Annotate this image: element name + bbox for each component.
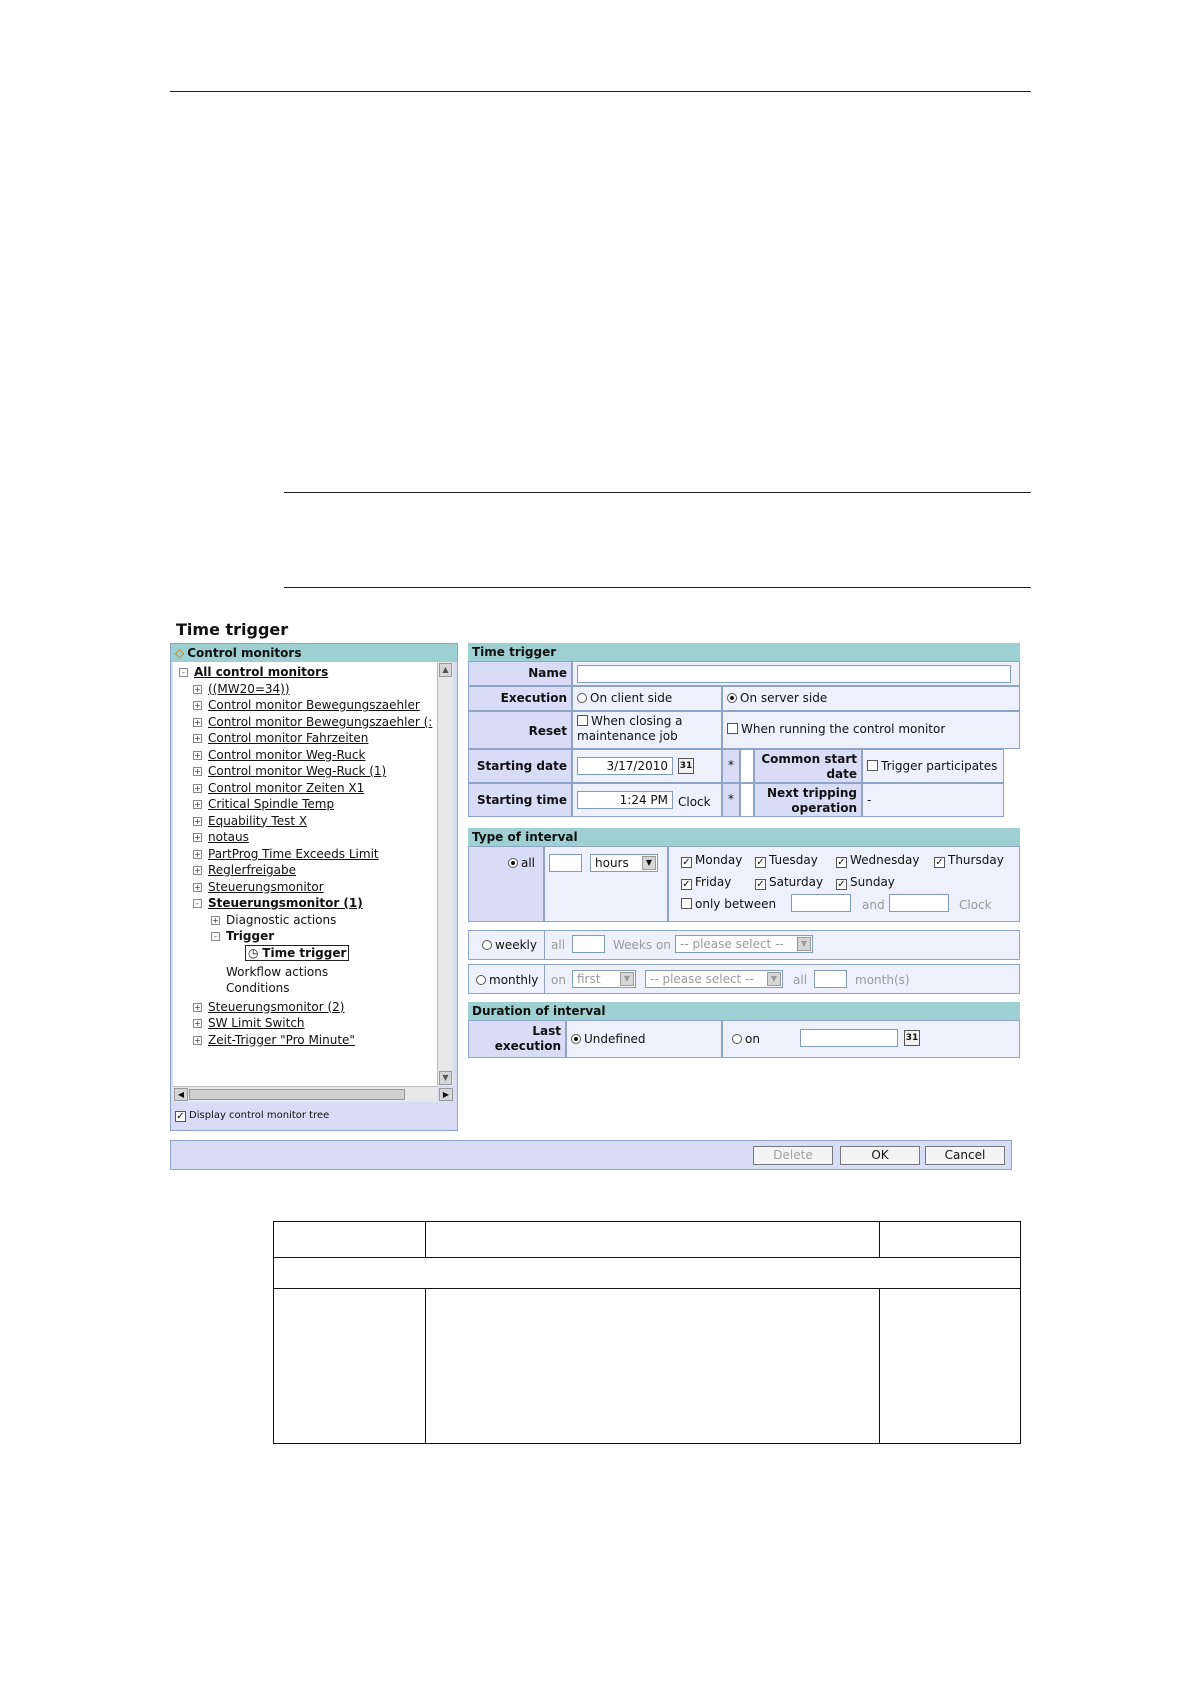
day-label: Sunday — [850, 875, 895, 889]
execution-label — [468, 686, 572, 711]
monthly-option[interactable] — [476, 973, 538, 987]
monthly-select-value: -- please select -- — [650, 972, 754, 986]
all-radio[interactable] — [508, 858, 518, 868]
trigger-participates-option[interactable] — [862, 749, 1004, 783]
monthly-interval-input[interactable] — [814, 970, 847, 988]
required-blank-cell — [740, 749, 754, 783]
day-option[interactable] — [681, 853, 742, 868]
weekly-all-label: all — [551, 938, 566, 952]
page-top-rule — [170, 91, 1031, 92]
expand-icon[interactable]: + — [194, 833, 201, 842]
trigger-participates-checkbox[interactable] — [867, 760, 878, 771]
tree-item-label: Control monitor Weg-Ruck (1) — [208, 764, 387, 778]
starting-date-label-text: Starting date — [476, 759, 567, 773]
tree-item-label: Time trigger — [262, 945, 347, 960]
next-tripping-value-cell — [862, 783, 1004, 817]
scroll-right-icon[interactable]: ▶ — [439, 1088, 453, 1101]
day-option[interactable] — [934, 853, 1004, 868]
next-tripping-value: - — [867, 793, 872, 807]
between-to-input[interactable] — [889, 894, 949, 912]
and-label: and — [862, 898, 885, 912]
tree-item[interactable] — [193, 1000, 344, 1014]
tree-item-label: Control monitor Weg-Ruck — [208, 747, 366, 762]
undefined-option[interactable] — [566, 1020, 722, 1058]
weeks-on-label: Weeks on — [613, 938, 671, 952]
tree-item-label: Control monitor Bewegungszaehler (: — [208, 714, 433, 729]
exec-server-option[interactable] — [722, 686, 1020, 711]
day-option[interactable] — [836, 853, 919, 868]
section-title: Time trigger — [472, 645, 557, 659]
day-label: Wednesday — [850, 853, 920, 867]
day-label: Saturday — [769, 875, 824, 889]
expand-icon[interactable]: + — [194, 1002, 201, 1012]
table-border-right — [1020, 1221, 1021, 1444]
reset-opt1-label: When closing a maintenance job — [577, 714, 683, 743]
tree-item-label: SW Limit Switch — [208, 1016, 305, 1030]
tree-item-label: Steuerungsmonitor (2) — [208, 999, 345, 1014]
ok-button[interactable]: OK — [840, 1146, 920, 1165]
display-tree-label: Display control monitor tree — [189, 1110, 330, 1121]
chevron-down-icon[interactable]: ▼ — [620, 972, 634, 986]
day-checkbox[interactable]: ✓ — [682, 879, 691, 890]
all-label: all — [520, 856, 535, 870]
undefined-radio[interactable] — [571, 1034, 581, 1044]
tree-item[interactable] — [193, 896, 363, 910]
expand-icon[interactable]: + — [194, 1019, 201, 1028]
tree-item[interactable] — [193, 764, 386, 778]
name-input[interactable] — [577, 665, 1011, 683]
day-option[interactable] — [836, 875, 895, 890]
expand-icon[interactable]: + — [194, 882, 201, 892]
section-header-time-trigger — [468, 643, 1020, 661]
expand-icon[interactable]: + — [194, 800, 201, 809]
name-label — [468, 661, 572, 686]
exec-client-label: On client side — [590, 691, 673, 705]
hours-select[interactable] — [590, 854, 658, 872]
tree-item-label: Zeit-Trigger "Pro Minute" — [208, 1032, 355, 1047]
starting-time-value: 1:24 PM — [619, 793, 668, 807]
collapse-icon[interactable]: - — [193, 899, 202, 908]
weekly-divider — [544, 930, 545, 960]
day-checkbox[interactable]: ✓ — [682, 857, 691, 868]
hours-select-value: hours — [595, 856, 629, 870]
table-col2-bottom — [879, 1288, 880, 1444]
collapse-icon[interactable]: - — [211, 932, 220, 941]
common-start-label-text: Common start date — [761, 752, 857, 781]
tree-item-label: Control monitor Bewegungszaehler — [208, 698, 420, 712]
diamond-icon: ◇ — [175, 646, 185, 660]
day-checkbox[interactable]: ✓ — [756, 879, 765, 890]
execution-label-text: Execution — [500, 691, 567, 705]
weekly-interval-input[interactable] — [572, 935, 605, 953]
expand-icon[interactable]: + — [194, 734, 201, 743]
control-monitor-tree-panel — [170, 643, 458, 1131]
all-interval-input[interactable] — [549, 854, 582, 872]
tree-item-label: Control monitor Zeiten X1 — [208, 780, 365, 795]
only-between-option[interactable] — [681, 897, 776, 911]
tree-item-label: Diagnostic actions — [226, 912, 337, 927]
screenshot-title: Time trigger — [176, 620, 289, 639]
display-tree-checkbox[interactable]: ✓ — [176, 1111, 185, 1122]
tree-item[interactable] — [193, 814, 307, 828]
day-checkbox[interactable]: ✓ — [935, 857, 944, 868]
clock-label: Clock — [678, 795, 711, 809]
required-mark-cell-2 — [722, 783, 740, 817]
tree-header-label: Control monitors — [187, 646, 302, 660]
reset-opt1-checkbox[interactable] — [577, 715, 588, 726]
between-from-input[interactable] — [791, 894, 851, 912]
section2-title: Type of interval — [472, 830, 578, 844]
tree-item[interactable] — [193, 880, 324, 894]
monthly-first-select[interactable] — [572, 970, 636, 988]
expand-icon[interactable]: + — [194, 849, 201, 859]
tree-item[interactable] — [193, 682, 290, 696]
weekly-day-select[interactable] — [675, 935, 813, 953]
tree-item-label: Conditions — [226, 981, 290, 995]
starting-date-value: 3/17/2010 — [606, 759, 668, 773]
expand-icon[interactable]: + — [194, 701, 201, 710]
tree-item[interactable] — [226, 965, 328, 979]
day-label: Monday — [695, 853, 743, 867]
exec-server-label: On server side — [740, 691, 828, 705]
weekly-option[interactable] — [482, 938, 537, 952]
chevron-down-icon[interactable]: ▼ — [642, 856, 656, 870]
expand-icon[interactable]: + — [194, 783, 201, 793]
tree-item[interactable] — [193, 698, 420, 712]
tree-body — [173, 662, 437, 1086]
tree-horizontal-scrollbar[interactable] — [173, 1086, 450, 1102]
table-border-bottom — [273, 1443, 1021, 1444]
expand-icon[interactable]: + — [194, 1035, 201, 1045]
tree-header — [171, 644, 457, 662]
clock-icon: ◷ — [248, 945, 263, 960]
tree-item-label: Workflow actions — [226, 964, 329, 979]
reset-label-text: Reset — [528, 724, 567, 738]
on-option[interactable] — [732, 1032, 760, 1046]
expand-icon[interactable]: + — [194, 750, 201, 760]
tree-item[interactable] — [211, 929, 274, 943]
table-border-row1 — [273, 1257, 1021, 1258]
day-label: Tuesday — [769, 853, 818, 867]
table-col2-top — [879, 1221, 880, 1258]
tree-item[interactable] — [193, 731, 368, 745]
tree-item-label: PartProg Time Exceeds Limit — [208, 846, 379, 861]
only-between-checkbox[interactable] — [681, 898, 692, 909]
monthly-divider — [544, 964, 545, 994]
reset-opt1[interactable] — [572, 711, 722, 749]
tree-item[interactable] — [211, 913, 336, 927]
common-start-label — [754, 749, 862, 783]
undefined-label: Undefined — [584, 1032, 646, 1046]
monthly-radio[interactable] — [476, 975, 486, 985]
expand-icon[interactable]: + — [194, 767, 201, 776]
tree-item-label: Equability Test X — [208, 813, 308, 828]
between-clock-label: Clock — [959, 898, 992, 912]
section3-title: Duration of interval — [472, 1004, 606, 1018]
section-header-type-of-interval — [468, 828, 1020, 846]
tree-item-label: ((MW20=34)) — [208, 681, 290, 696]
tree-item[interactable] — [179, 665, 328, 679]
required-blank-cell-2 — [740, 783, 754, 817]
months-label: month(s) — [855, 973, 910, 987]
table-col1-top — [425, 1221, 426, 1258]
expand-icon[interactable]: + — [212, 915, 219, 925]
day-option[interactable] — [681, 875, 731, 890]
table-border-left — [273, 1221, 274, 1444]
starting-date-label — [468, 749, 572, 783]
expand-icon[interactable]: + — [194, 684, 201, 694]
tree-item[interactable] — [193, 830, 249, 844]
expand-icon[interactable]: + — [194, 717, 201, 727]
chevron-down-icon[interactable]: ▼ — [797, 937, 811, 951]
reset-opt2[interactable] — [722, 711, 1020, 749]
next-tripping-label-text: Next tripping operation — [766, 786, 857, 815]
day-label: Thursday — [948, 853, 1004, 867]
on-radio[interactable] — [732, 1034, 742, 1044]
cancel-button[interactable]: Cancel — [925, 1146, 1005, 1165]
selected-node-frame[interactable] — [245, 945, 349, 961]
day-checkbox[interactable]: ✓ — [756, 857, 765, 868]
scroll-up-icon[interactable]: ▲ — [439, 663, 452, 677]
required-mark: * — [728, 758, 734, 772]
starting-time-input[interactable] — [577, 791, 673, 809]
day-option[interactable] — [755, 853, 818, 868]
monthly-label: monthly — [489, 973, 539, 987]
tree-item-label: Critical Spindle Temp — [208, 797, 335, 811]
tree-item[interactable] — [193, 1016, 305, 1030]
monthly-on-label: on — [551, 973, 566, 987]
starting-time-label — [468, 783, 572, 817]
scroll-left-icon[interactable]: ◀ — [174, 1088, 188, 1101]
tree-item[interactable] — [193, 863, 296, 877]
collapse-icon[interactable]: - — [179, 668, 188, 677]
tree-item[interactable] — [193, 715, 432, 729]
tree-item-label: Steuerungsmonitor (1) — [208, 896, 363, 910]
tree-item-label: notaus — [208, 830, 249, 844]
weekly-select-value: -- please select -- — [680, 937, 784, 951]
weekly-label: weekly — [495, 938, 537, 952]
calendar-icon[interactable]: 31 — [678, 758, 694, 774]
monthly-first-value: first — [577, 972, 601, 986]
day-checkbox[interactable]: ✓ — [837, 857, 846, 868]
day-checkbox[interactable]: ✓ — [837, 879, 846, 890]
only-between-label: only between — [695, 897, 777, 911]
starting-date-input[interactable] — [577, 757, 673, 775]
section-rule-lower — [284, 587, 1031, 588]
tree-item[interactable] — [226, 981, 290, 995]
calendar-icon[interactable]: 31 — [904, 1030, 920, 1046]
table-border-row2 — [273, 1288, 1021, 1289]
exec-client-radio[interactable] — [577, 693, 587, 703]
expand-icon[interactable]: + — [194, 816, 201, 826]
trigger-participates-label: Trigger participates — [881, 759, 998, 773]
tree-item-label: Reglerfreigabe — [208, 863, 297, 877]
tree-item[interactable] — [193, 748, 365, 762]
tree-item[interactable] — [193, 1033, 355, 1047]
delete-button[interactable]: Delete — [753, 1146, 833, 1165]
tree-item-label: Trigger — [226, 929, 275, 943]
display-tree-option[interactable] — [175, 1110, 329, 1122]
last-execution-label-text: Last execution — [494, 1024, 561, 1053]
scroll-thumb[interactable] — [189, 1089, 405, 1100]
section-header-duration — [468, 1002, 1020, 1020]
tree-item[interactable] — [193, 781, 364, 795]
monthly-all-label: all — [793, 973, 808, 987]
next-tripping-label — [754, 783, 862, 817]
exec-server-radio[interactable] — [727, 693, 737, 703]
required-mark-cell — [722, 749, 740, 783]
chevron-down-icon[interactable]: ▼ — [767, 972, 781, 986]
reset-opt2-label: When running the control monitor — [741, 722, 946, 736]
section-rule-upper — [284, 492, 1031, 493]
on-label: on — [745, 1032, 760, 1046]
name-label-text: Name — [528, 666, 567, 680]
table-col1-bottom — [425, 1288, 426, 1444]
tree-vertical-scrollbar[interactable] — [437, 662, 453, 1086]
starting-time-label-text: Starting time — [476, 793, 567, 807]
required-mark-2: * — [728, 792, 734, 806]
scroll-down-icon[interactable]: ▼ — [439, 1071, 452, 1085]
tree-item[interactable] — [245, 946, 349, 960]
all-option[interactable] — [468, 846, 544, 922]
tree-item-label: Steuerungsmonitor — [208, 879, 324, 894]
last-execution-label — [468, 1020, 566, 1058]
tree-item[interactable] — [193, 847, 379, 861]
exec-client-option[interactable] — [572, 686, 722, 711]
tree-item-label: Control monitor Fahrzeiten — [208, 731, 369, 745]
reset-label — [468, 711, 572, 749]
expand-icon[interactable]: + — [194, 866, 201, 875]
weekly-radio[interactable] — [482, 940, 492, 950]
monthly-day-select[interactable] — [645, 970, 783, 988]
day-label: Friday — [695, 875, 732, 889]
tree-item-label: All control monitors — [194, 665, 329, 679]
table-border-top — [273, 1221, 1021, 1222]
tree-item[interactable] — [193, 797, 334, 811]
last-execution-date-input[interactable] — [800, 1029, 898, 1047]
reset-opt2-checkbox[interactable] — [727, 723, 738, 734]
day-option[interactable] — [755, 875, 823, 890]
